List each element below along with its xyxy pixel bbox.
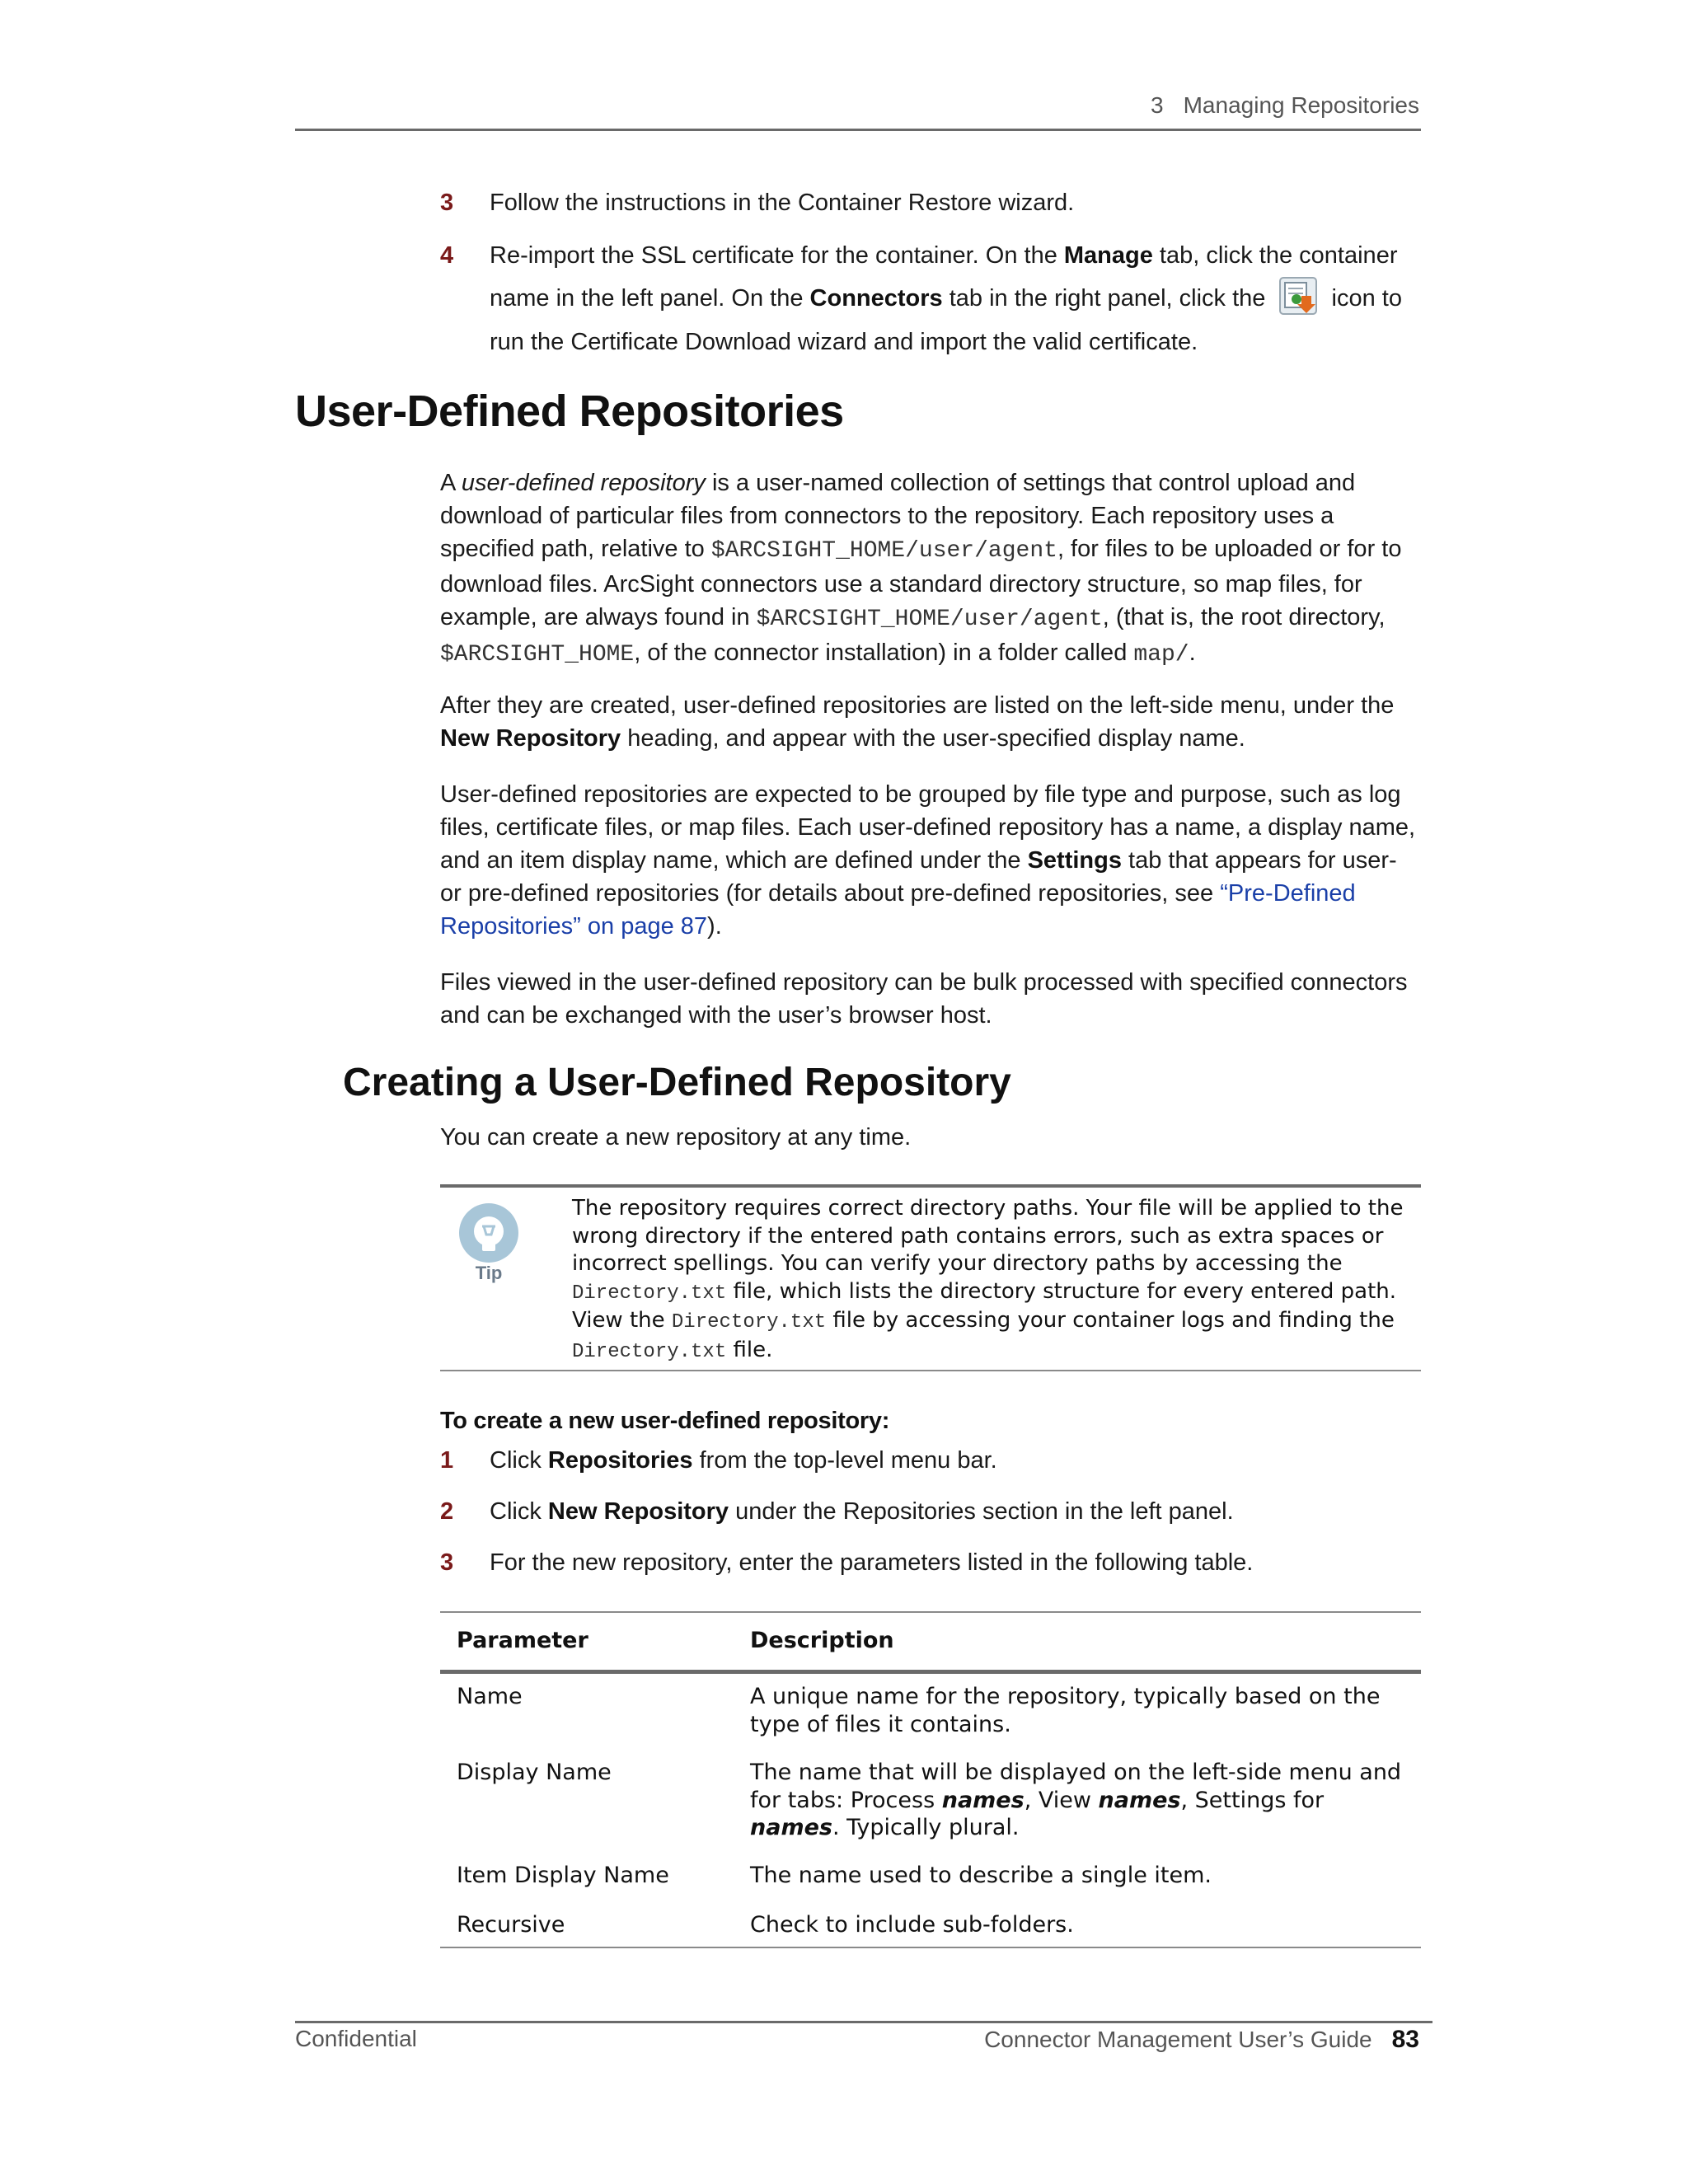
tip-label: Tip bbox=[475, 1263, 503, 1283]
header-rule bbox=[295, 129, 1421, 131]
table-bottom-rule bbox=[440, 1947, 1421, 1948]
step-number: 2 bbox=[440, 1498, 454, 1525]
step-text: For the new repository, enter the parameters listed in the following table. bbox=[490, 1549, 1254, 1576]
table-header-parameter: Parameter bbox=[457, 1628, 588, 1653]
step-number: 3 bbox=[440, 190, 454, 216]
table-header-description: Description bbox=[750, 1628, 894, 1653]
step-3-top bbox=[440, 181, 1421, 224]
chapter-title: Managing Repositories bbox=[1183, 92, 1419, 118]
table-row-recursive-desc: Check to include sub-folders. bbox=[750, 1912, 1074, 1938]
procedure-step-1 bbox=[440, 1439, 1421, 1482]
paragraph-3: User-defined repositories are expected to be grouped by file type and purpose, such as log files, certificate files, or map files. Each user-defined repository has a name, a display name, and an item display name, which are defined under the Settings tab that appears for user- or pre-defined repositories (for details about pre-defined repositories, see “Pre-Defined Repositories” on page 87). bbox=[440, 781, 1416, 940]
paragraph-2: After they are created, user-defined repositories are listed on the left-side menu, under the New Repository heading, and appear with the user-specified display name. bbox=[440, 692, 1395, 752]
step-text: Click Repositories from the top-level menu bar. bbox=[490, 1447, 997, 1474]
footer-rule bbox=[295, 2021, 1432, 2023]
table-row-recursive-param: Recursive bbox=[457, 1912, 565, 1938]
page-number: 83 bbox=[1391, 2026, 1419, 2053]
step-4-top bbox=[440, 234, 1421, 363]
table-row-item-display-name-desc: The name used to describe a single item. bbox=[750, 1863, 1212, 1888]
table-row-name-desc: A unique name for the repository, typically based on the type of files it contains. bbox=[750, 1684, 1381, 1737]
procedure-heading: To create a new user-defined repository: bbox=[440, 1408, 890, 1434]
footer-guide-title: Connector Management User’s Guide 83 bbox=[984, 2026, 1419, 2053]
paragraph-1: A user-defined repository is a user-named collection of settings that control upload and download of particular files from connectors to the repository. Each repository uses a specified path, relative to $ARCSIGHT_HOME/user/agent, for files to be uploaded or for to download files. ArcSight connectors use a standard directory structure, so map files, for example, are always found in $ARCSIGHT_HOME/user/agent, (that is, the root directory, $ARCSIGHT_HOME, of the connector installation) in a folder called map/. bbox=[440, 470, 1402, 668]
table-row-display-name-param: Display Name bbox=[457, 1760, 612, 1785]
subsection-intro: You can create a new repository at any time. bbox=[440, 1124, 912, 1151]
table-row-display-name-desc: The name that will be displayed on the left-side menu and for tabs: Process names, View names, Settings for names. Typically plural. bbox=[750, 1760, 1402, 1840]
table-top-rule bbox=[440, 1611, 1421, 1613]
certificate-download-icon bbox=[1277, 274, 1320, 317]
running-header bbox=[1151, 92, 1419, 119]
tip-bottom-rule bbox=[440, 1370, 1421, 1371]
table-row-name-param: Name bbox=[457, 1684, 523, 1709]
paragraph-4: Files viewed in the user-defined repository can be bulk processed with specified connectors and can be exchanged with the user’s browser host. bbox=[440, 969, 1408, 1029]
table-header-rule bbox=[440, 1670, 1421, 1674]
table-row-item-display-name-param: Item Display Name bbox=[457, 1863, 669, 1888]
subsection-title: Creating a User-Defined Repository bbox=[343, 1061, 1011, 1104]
tip-text: The repository requires correct directory paths. Your file will be applied to the wrong directory if the entered path contains errors, such as extra spaces or incorrect spellings. You can verify your directory paths by accessing the Directory.txt file, which lists the directory structure for every entered path. View the Directory.txt file by accessing your container logs and finding the Directory.txt file. bbox=[572, 1196, 1404, 1363]
step-number: 3 bbox=[440, 1549, 454, 1576]
step-text: Follow the instructions in the Container Restore wizard. bbox=[490, 190, 1075, 216]
chapter-number: 3 bbox=[1151, 92, 1164, 118]
step-number: 4 bbox=[440, 242, 454, 269]
step-text: Re-import the SSL certificate for the container. On the Manage tab, click the container name in the left panel. On the Connectors tab in the right panel, click the icon to run the Certificate Download wizard and import the valid certificate. bbox=[490, 242, 1402, 356]
procedure-step-3 bbox=[440, 1541, 1421, 1584]
step-text: Click New Repository under the Repositories section in the left panel. bbox=[490, 1498, 1234, 1525]
footer-confidential: Confidential bbox=[295, 2026, 417, 2051]
procedure-step-2 bbox=[440, 1490, 1421, 1533]
section-title: User-Defined Repositories bbox=[295, 387, 844, 436]
step-number: 1 bbox=[440, 1447, 454, 1474]
tip-top-rule bbox=[440, 1184, 1421, 1188]
link-pre-defined-repositories[interactable]: “Pre-Defined Repositories” on page 87 bbox=[440, 880, 1356, 940]
